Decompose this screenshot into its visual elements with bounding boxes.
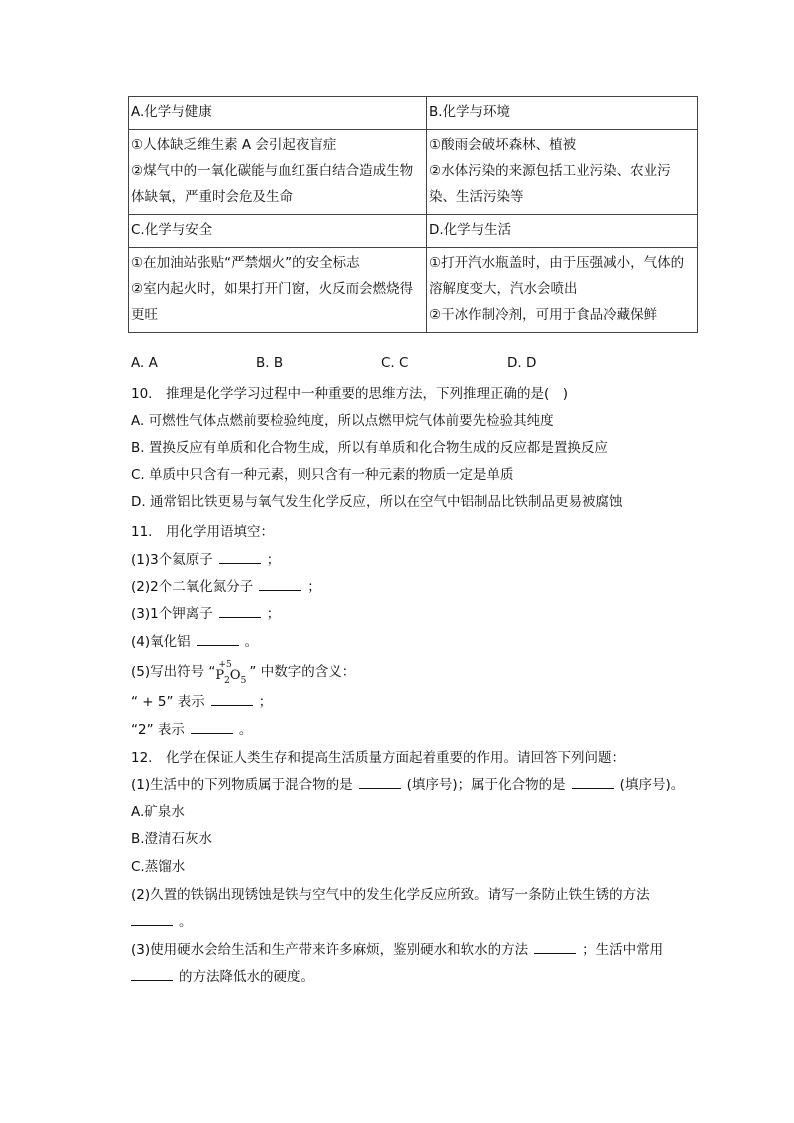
oxidation-state: +5 — [218, 660, 232, 670]
q10-option-a[interactable]: A. 可燃性气体点燃前要检验纯度，所以点燃甲烷气体前要先检验其纯度 — [131, 413, 554, 429]
semicolon: ； — [258, 694, 273, 710]
answer-blank[interactable] — [191, 721, 233, 734]
q10-option-d[interactable]: D. 通常铝比铁更易与氧气发生化学反应，所以在空气中铝制品比铁制品更易被腐蚀 — [131, 494, 623, 510]
q11-part-4-label: (4)氧化铝 — [131, 634, 191, 650]
table-cell — [129, 97, 427, 130]
q11-part-2-label: (2)2个二氧化氮分子 — [131, 579, 254, 595]
meaning-label: “2” 表示 — [131, 722, 185, 738]
q11-part-4 — [131, 631, 258, 653]
subscript: 5 — [240, 676, 247, 686]
cell-line: ②干冰作制冷剂，可用于食品冷藏保鲜 — [429, 307, 658, 323]
answer-blank[interactable] — [197, 633, 239, 646]
q11-part-2 — [131, 576, 321, 598]
answer-blank[interactable] — [131, 968, 173, 981]
q12-part-1-b: (填序号)；属于化合物的是 — [406, 777, 566, 793]
q12-option-c: C.蒸馏水 — [131, 859, 186, 875]
period: 。 — [244, 634, 259, 650]
cell-line: ①打开汽水瓶盖时，由于压强减小，气体的溶解度变大，汽水会喷出 — [429, 255, 685, 297]
q11-part-5-tail: ” 中数字的含义： — [249, 664, 356, 680]
q12-part-2-answer — [131, 911, 193, 933]
table-row — [129, 248, 698, 333]
option-b[interactable]: B. B — [256, 355, 284, 371]
period: 。 — [238, 722, 253, 738]
table-cell — [129, 130, 427, 215]
q12-part-1 — [131, 774, 684, 796]
q9-options — [131, 355, 691, 377]
answer-blank[interactable] — [211, 693, 253, 706]
q11-part-3-label: (3)1个钾离子 — [131, 606, 213, 622]
cell-line: ①在加油站张贴“严禁烟火”的安全标志 — [131, 255, 360, 271]
table-cell — [427, 248, 698, 333]
cell-line: D.化学与生活 — [429, 222, 512, 238]
cell-line: ②室内起火时，如果打开门窗，火反而会燃烧得更旺 — [131, 281, 414, 323]
q11-part-5-label: (5)写出符号 “ — [131, 664, 216, 680]
option-c[interactable]: C. C — [381, 355, 409, 371]
q11-meaning-2 — [131, 719, 252, 741]
q10-option-b[interactable]: B. 置换反应有单质和化合物生成，所以有单质和化合物生成的反应都是置换反应 — [131, 440, 608, 456]
cell-line: ①人体缺乏维生素 A 会引起夜盲症 — [131, 137, 337, 153]
cell-line: ①酸雨会破坏森林、植被 — [429, 137, 577, 153]
cell-line: C.化学与安全 — [131, 222, 213, 238]
q11-part-5 — [131, 660, 356, 686]
q11-part-3 — [131, 603, 280, 625]
q12-part-1-c: (填序号)。 — [619, 777, 685, 793]
q10-option-c[interactable]: C. 单质中只含有一种元素，则只含有一种元素的物质一定是单质 — [131, 467, 514, 483]
formula-text — [215, 665, 246, 688]
q10-stem: 10. 推理是化学学习过程中一种重要的思维方法，下列推理正确的是( ) — [131, 386, 569, 402]
q11-stem: 11. 用化学用语填空： — [131, 524, 274, 540]
q12-part-3-cont — [131, 966, 314, 988]
table-cell — [427, 215, 698, 248]
meaning-label: “ + 5” 表示 — [131, 694, 205, 710]
q11-meaning-1 — [131, 691, 272, 713]
answer-blank[interactable] — [359, 776, 401, 789]
q12-option-a: A.矿泉水 — [131, 804, 185, 820]
element-p: P — [215, 668, 225, 683]
answer-blank[interactable] — [219, 605, 261, 618]
table-cell — [427, 130, 698, 215]
option-a[interactable]: A. A — [131, 355, 158, 371]
cell-line: B.化学与环境 — [429, 104, 511, 120]
table-row — [129, 215, 698, 248]
q12-part-2: (2)久置的铁锅出现锈蚀是铁与空气中的发生化学反应所致。请写一条防止铁生锈的方法 — [131, 887, 650, 903]
cell-line: ②煤气中的一氧化碳能与血红蛋白结合造成生物体缺氧，严重时会危及生命 — [131, 163, 414, 205]
semicolon: ； — [266, 606, 281, 622]
q12-part-3-a: (3)使用硬水会给生活和生产带来许多麻烦，鉴别硬水和软水的方法 — [131, 942, 529, 958]
cell-line: A.化学与健康 — [131, 104, 212, 120]
subscript: 2 — [224, 676, 230, 686]
comparison-table — [128, 96, 698, 333]
option-d[interactable]: D. D — [507, 355, 537, 371]
table-cell — [129, 248, 427, 333]
table-cell — [129, 215, 427, 248]
answer-blank[interactable] — [219, 551, 261, 564]
table-row — [129, 97, 698, 130]
answer-blank[interactable] — [259, 578, 301, 591]
element-o: O — [229, 668, 241, 683]
q12-part-3-b: ；生活中常用 — [582, 942, 664, 958]
answer-blank[interactable] — [534, 941, 576, 954]
q12-part-3-c: 的方法降低水的硬度。 — [179, 969, 314, 985]
q12-option-b: B.澄清石灰水 — [131, 831, 213, 847]
q12-part-1-a: (1)生活中的下列物质属于混合物的是 — [131, 777, 353, 793]
semicolon: ； — [266, 552, 281, 568]
q11-part-1-label: (1)3个氦原子 — [131, 552, 213, 568]
q12-stem: 12. 化学在保证人类生存和提高生活质量方面起着重要的作用。请回答下列问题： — [131, 750, 625, 766]
table-cell — [427, 97, 698, 130]
chemical-formula — [215, 660, 249, 686]
semicolon: ； — [307, 579, 321, 595]
cell-line: ②水体污染的来源包括工业污染、农业污染、生活污染等 — [429, 163, 671, 205]
answer-blank[interactable] — [572, 776, 614, 789]
q11-part-1 — [131, 549, 280, 571]
period: 。 — [179, 914, 193, 930]
q12-part-3 — [131, 939, 663, 961]
answer-blank[interactable] — [131, 913, 173, 926]
table-row — [129, 130, 698, 215]
